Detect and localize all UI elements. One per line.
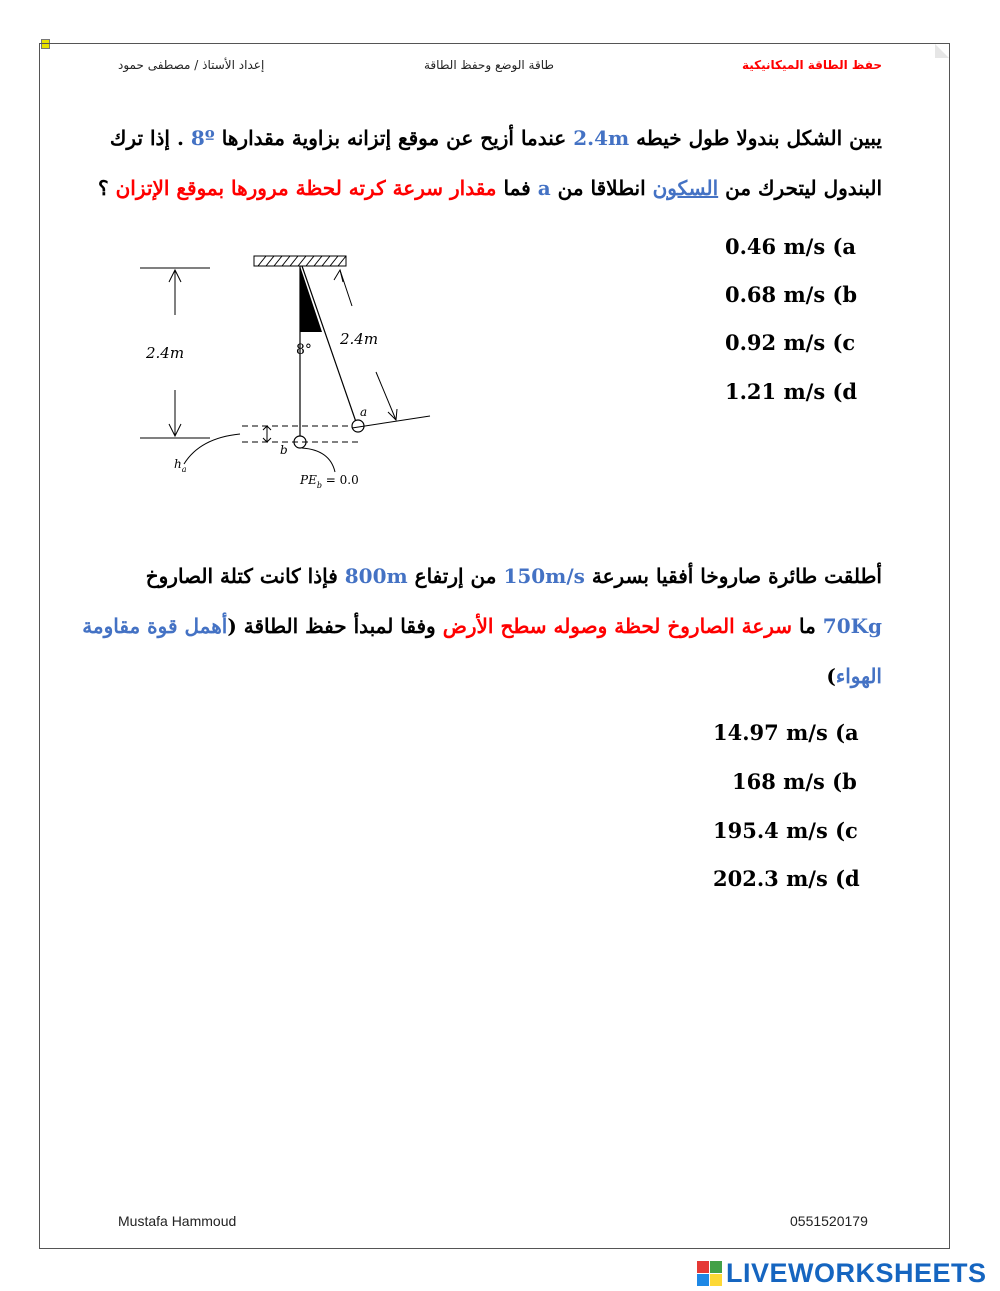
q2-option-b[interactable]: 168 m/s (b xyxy=(732,769,857,794)
pendulum-figure xyxy=(130,250,440,500)
q1-option-b[interactable]: 0.68 m/s (b xyxy=(725,282,858,307)
length-value: 2.4m xyxy=(573,126,630,150)
point-a-text: a xyxy=(537,176,551,200)
question-2-line-2: 70Kg ما سرعة الصاروخ لحظة وصوله سطح الأرض وفقا لمبدأ حفظ الطاقة (أهمل قوة مقاومة xyxy=(82,614,882,638)
page-fold xyxy=(935,44,949,58)
question-1-line-2: البندول ليتحرك من السكون انطلاقا من a فما مقدار سرعة كرته لحظة مرورها بموقع الإتزان ؟ xyxy=(98,176,882,200)
point-a-label: a xyxy=(360,405,368,419)
question-2-line-1: أطلقت طائرة صاروخا أفقيا بسرعة 150m/s من إرتفاع 800m فإذا كانت كتلة الصاروخ xyxy=(145,564,882,588)
q1-option-d[interactable]: 1.21 m/s (d xyxy=(725,379,858,404)
q2-option-a[interactable]: 14.97 m/s (a xyxy=(713,720,859,745)
header-topic: طاقة الوضع وحفظ الطاقة xyxy=(424,58,554,72)
logo-icon xyxy=(697,1261,722,1286)
q2-option-d[interactable]: 202.3 m/s (d xyxy=(713,866,860,891)
string-length-label: 2.4m xyxy=(340,330,379,348)
height-value: 800m xyxy=(344,564,408,588)
angle-wedge xyxy=(300,266,322,332)
angle-value: 8º xyxy=(190,126,215,150)
logo-text: LIVEWORKSHEETS xyxy=(726,1258,987,1288)
air-resistance-note: أهمل قوة مقاومة xyxy=(82,614,228,638)
question-2-highlight: سرعة الصاروخ لحظة وصوله سطح الأرض xyxy=(442,614,793,638)
header-author: إعداد الأستاذ / مصطفى حمود xyxy=(118,58,265,72)
question-1 xyxy=(82,113,882,213)
footer-phone: 0551520179 xyxy=(790,1213,868,1229)
question-1-highlight: مقدار سرعة كرته لحظة مرورها بموقع الإتزان xyxy=(115,176,497,200)
mass-value: 70Kg xyxy=(822,614,882,638)
footer-name: Mustafa Hammoud xyxy=(118,1213,237,1229)
question-1-line-1: يبين الشكل بندولا طول خيطه 2.4m عندما أزيح عن موقع إتزانه بزاوية مقدارها 8º . إذا ترك xyxy=(109,126,882,150)
liveworksheets-logo[interactable] xyxy=(697,1258,987,1289)
question-2-line-3: الهواء) xyxy=(826,664,882,688)
header-title: حفظ الطاقة الميكانيكية xyxy=(741,58,882,72)
h-label: $h_a$ xyxy=(174,457,187,474)
q1-option-a[interactable]: 0.46 m/s (a xyxy=(725,234,857,259)
speed-value: 150m/s xyxy=(503,564,585,588)
q2-option-c[interactable]: 195.4 m/s (c xyxy=(713,818,858,843)
rest-word: السكون xyxy=(652,176,719,200)
point-b-label: b xyxy=(280,443,288,457)
pe-label: $PE_b = 0.0$ xyxy=(300,473,359,490)
q1-option-c[interactable]: 0.92 m/s (c xyxy=(725,330,856,355)
height-label: 2.4m xyxy=(146,344,185,362)
angle-label: 8° xyxy=(296,342,312,358)
pe-pointer xyxy=(302,448,335,472)
question-2 xyxy=(82,551,882,701)
